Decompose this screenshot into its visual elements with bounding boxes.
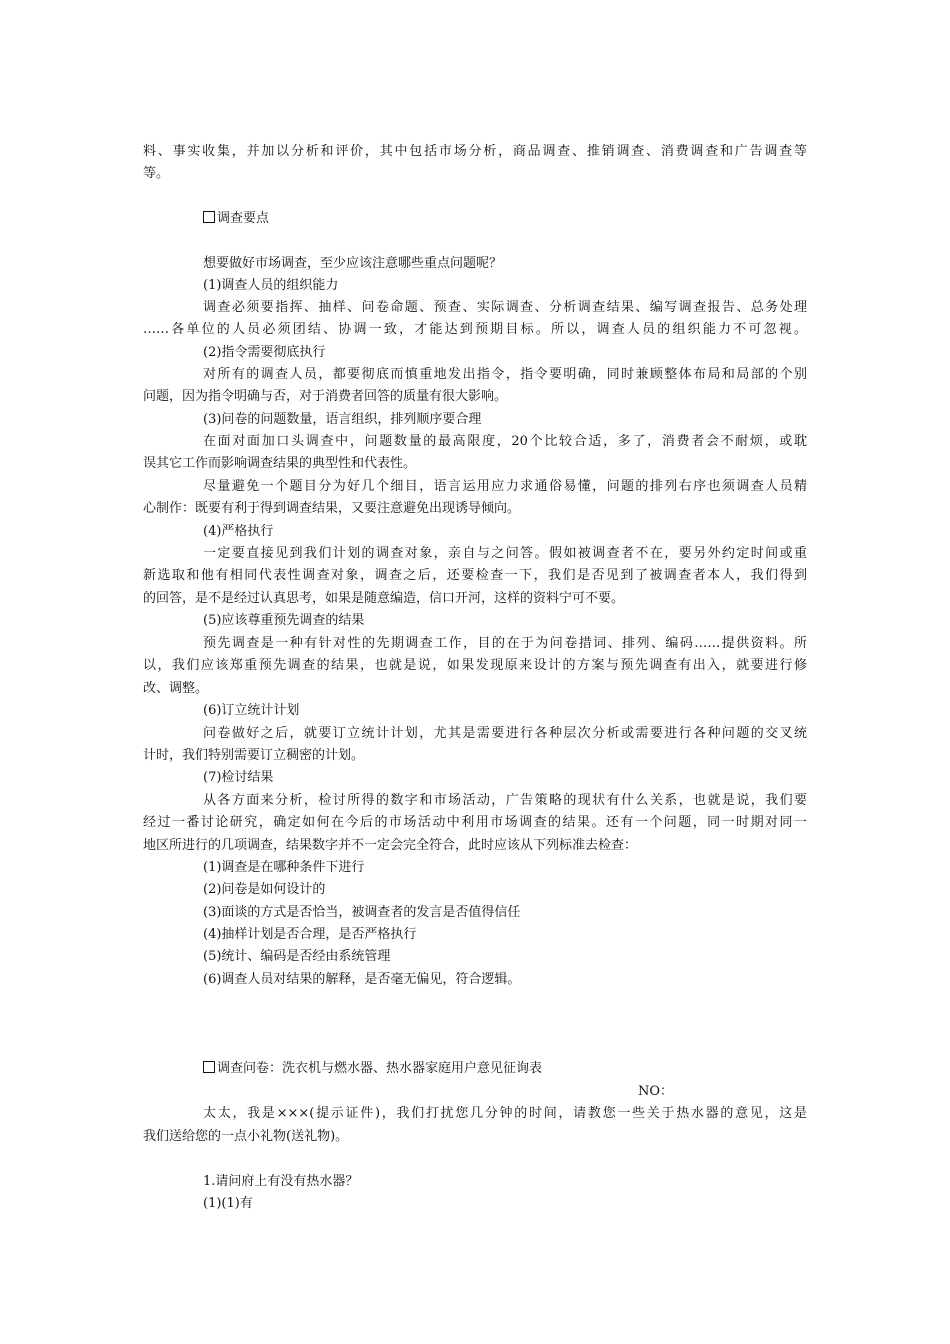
item-2-line-1: 对所有的调查人员，都要彻底而慎重地发出指令，指令要明确，同时兼顾整体布局和局部的个别 xyxy=(203,367,807,382)
check-item-1: (1)调查是在哪种条件下进行 xyxy=(203,860,365,875)
intro-line-1: 料、事实收集，并加以分析和评价，其中包括市场分析，商品调查、推销调查、消费调查和广告调查等 xyxy=(143,144,807,159)
item-title-5: (5)应该尊重预先调查的结果 xyxy=(203,613,365,628)
item-title-4: (4)严格执行 xyxy=(203,524,274,539)
item-7-line-2: 经过一番讨论研究，确定如何在今后的市场活动中利用市场调查的结果。还有一个问题，同一时期对同一 xyxy=(143,815,807,830)
check-item-2: (2)问卷是如何设计的 xyxy=(203,882,326,897)
item-4-line-3: 的回答，是不是经过认真思考，如果是随意编造，信口开河，这样的资料宁可不要。 xyxy=(143,591,625,606)
section-heading-text: 调查要点 xyxy=(217,211,270,226)
check-item-3: (3)面谈的方式是否恰当，被调查者的发言是否值得信任 xyxy=(203,905,521,920)
item-5-line-3: 改、调整。 xyxy=(143,681,209,696)
checkbox-icon xyxy=(203,211,215,223)
item-6-line-1: 问卷做好之后，就要订立统计计划，尤其是需要进行各种层次分析或需要进行各种问题的交叉统 xyxy=(203,726,807,741)
item-6-line-2: 计时，我们特别需要订立稠密的计划。 xyxy=(143,748,365,763)
section-question: 想要做好市场调查，至少应该注意哪些重点问题呢？ xyxy=(203,256,503,271)
item-title-6: (6)订立统计计划 xyxy=(203,703,300,718)
item-3-line-4: 心制作：既要有利于得到调查结果，又要注意避免出现诱导倾向。 xyxy=(143,501,521,516)
item-1-line-1: 调查必须要指挥、抽样、问卷命题、预查、实际调查、分析调查结果、编写调查报告、总务处理 xyxy=(203,300,807,315)
item-3-line-2: 误其它工作而影响调查结果的典型性和代表性。 xyxy=(143,456,417,471)
item-title-7: (7)检讨结果 xyxy=(203,770,274,785)
greeting-line-1: 太太，我是×××(提示证件)，我们打扰您几分钟的时间，请教您一些关于热水器的意见，这是 xyxy=(203,1106,807,1121)
question-1-option-1: (1)(1)有 xyxy=(203,1196,253,1211)
intro-line-2: 等。 xyxy=(143,166,170,181)
item-4-line-2: 新选取和他有相同代表性调查对象，调查之后，还要检查一下，我们是否见到了被调查者本人，我们得到 xyxy=(143,568,807,583)
item-title-2: (2)指令需要彻底执行 xyxy=(203,345,326,360)
check-item-5: (5)统计、编码是否经由系统管理 xyxy=(203,949,391,964)
check-item-4: (4)抽样计划是否合理，是否严格执行 xyxy=(203,927,417,942)
item-7-line-3: 地区所进行的几项调查，结果数字并不一定会完全符合，此时应该从下列标准去检查： xyxy=(143,838,638,853)
greeting-line-2: 我们送给您的一点小礼物(送礼物)。 xyxy=(143,1129,349,1144)
question-1: 1.请问府上有没有热水器？ xyxy=(203,1174,359,1189)
item-5-line-2: 以，我们应该郑重预先调查的结果，也就是说，如果发现原来设计的方案与预先调查有出入，就要进行修 xyxy=(143,658,807,673)
check-item-6: (6)调查人员对结果的解释，是否毫无偏见，符合逻辑。 xyxy=(203,972,521,987)
section-heading-questionnaire xyxy=(203,1058,542,1080)
item-3-line-3: 尽量避免一个题目分为好几个细目，语言运用应力求通俗易懂，问题的排列右序也须调查人员精 xyxy=(203,479,807,494)
number-label: NO： xyxy=(638,1084,674,1099)
section-heading-survey-points xyxy=(203,208,269,230)
checkbox-icon xyxy=(203,1061,215,1073)
item-4-line-1: 一定要直接见到我们计划的调查对象，亲自与之问答。假如被调查者不在，要另外约定时间或重 xyxy=(203,546,807,561)
item-7-line-1: 从各方面来分析，检讨所得的数字和市场活动，广告策略的现状有什么关系，也就是说，我们要 xyxy=(203,793,807,808)
item-title-1: (1)调查人员的组织能力 xyxy=(203,278,339,293)
item-3-line-1: 在面对面加口头调查中，问题数量的最高限度，20个比较合适，多了，消费者会不耐烦，或耽 xyxy=(203,434,807,449)
item-1-line-2: ……各单位的人员必须团结、协调一致，才能达到预期目标。所以，调查人员的组织能力不可忽视。 xyxy=(143,322,807,337)
item-5-line-1: 预先调查是一种有针对性的先期调查工作，目的在于为问卷措词、排列、编码……提供资料。所 xyxy=(203,636,807,651)
item-2-line-2: 问题，因为指令明确与否，对于消费者回答的质量有很大影响。 xyxy=(143,389,508,404)
item-title-3: (3)问卷的问题数量，语言组织，排列顺序要合理 xyxy=(203,412,482,427)
section-heading-text: 调查问卷：洗衣机与燃水器、热水器家庭用户意见征询表 xyxy=(217,1061,543,1076)
